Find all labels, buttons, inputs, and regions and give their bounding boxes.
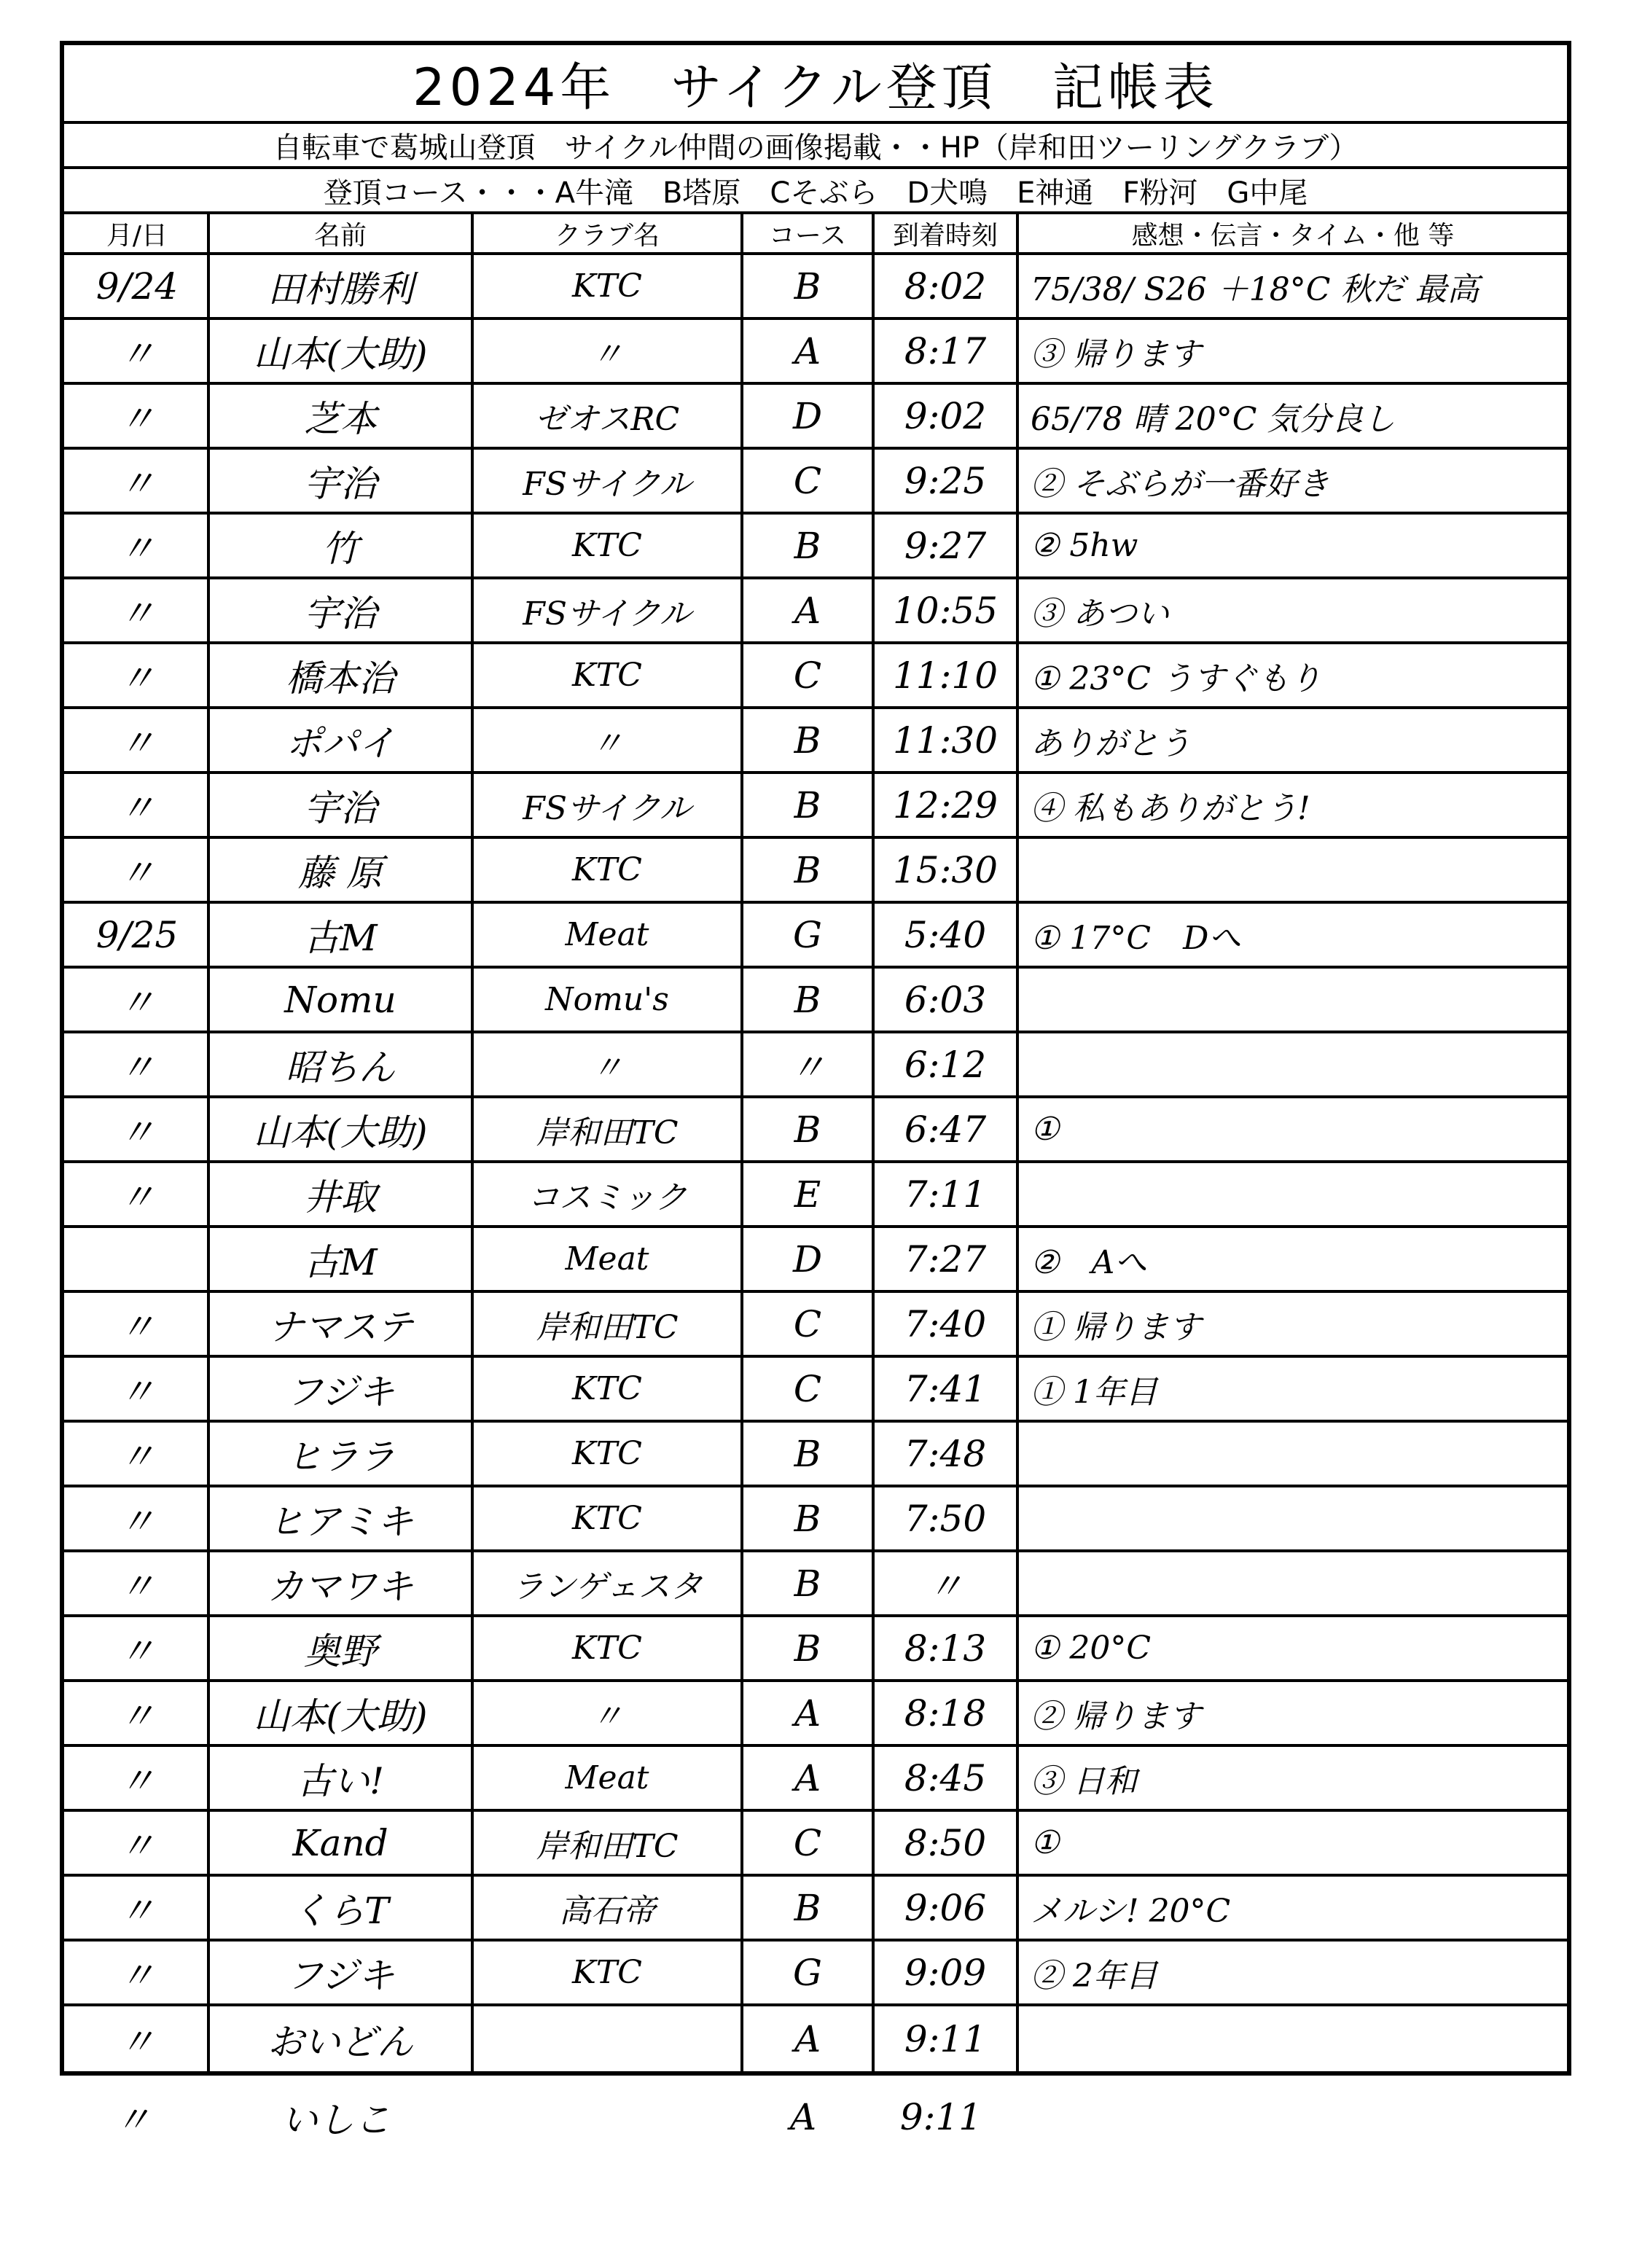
note-cell: ① 1年目 xyxy=(1031,1373,1157,1411)
name-cell: いしこ xyxy=(281,2099,391,2141)
name-cell: 山本(大助) xyxy=(253,1694,428,1737)
table-row xyxy=(64,1423,1567,1487)
date-cell: 〃 xyxy=(119,462,155,505)
note-cell: ② 5hw xyxy=(1031,527,1138,564)
name-cell: フジキ xyxy=(286,1954,394,1997)
note-cell: ③ あつい xyxy=(1031,595,1169,633)
date-cell: 〃 xyxy=(119,657,155,700)
overflow-entry-row xyxy=(60,2084,1571,2150)
date-cell: 〃 xyxy=(119,1954,155,1997)
name-cell: 古い! xyxy=(296,1759,385,1802)
column-header: 感想・伝言・タイム・他 等 xyxy=(1131,220,1455,251)
name-cell: くらT xyxy=(292,1889,389,1932)
time-cell: 9:11 xyxy=(904,2017,987,2060)
club-cell: Meat xyxy=(565,1759,649,1796)
note-cell: ① 20°C xyxy=(1031,1630,1152,1667)
table-row xyxy=(64,515,1567,579)
date-cell: 〃 xyxy=(119,1370,155,1413)
column-header: 名前 xyxy=(313,220,367,251)
name-cell: 古M xyxy=(303,916,378,959)
date-cell: 〃 xyxy=(119,397,155,440)
club-cell: 岸和田TC xyxy=(536,1827,679,1865)
course-cell: B xyxy=(794,1108,821,1151)
time-cell: 8:50 xyxy=(904,1821,987,1864)
time-cell: 6:12 xyxy=(904,1043,987,1086)
club-cell: FSサイクル xyxy=(523,789,692,827)
course-cell: C xyxy=(793,459,822,502)
time-cell: 8:13 xyxy=(904,1627,987,1670)
club-cell: Meat xyxy=(565,1240,649,1278)
time-cell: 9:02 xyxy=(904,394,987,437)
note-cell: 65/78 晴 20°C 気分良し xyxy=(1031,400,1396,438)
note-cell xyxy=(1020,1487,1566,1549)
name-cell: Kand xyxy=(292,1821,388,1864)
table-row xyxy=(64,839,1567,904)
note-cell: ありがとう xyxy=(1031,724,1191,762)
club-cell xyxy=(471,2084,735,2150)
club-cell: 〃 xyxy=(591,724,623,762)
name-cell: ポパイ xyxy=(286,722,395,765)
club-cell xyxy=(475,2006,739,2071)
note-cell: ② 帰ります xyxy=(1031,1697,1201,1735)
club-cell: KTC xyxy=(572,1370,642,1407)
table-row xyxy=(64,1293,1567,1358)
club-cell: Meat xyxy=(565,916,649,953)
name-cell: 竹 xyxy=(322,527,359,570)
course-cell: B xyxy=(794,1627,821,1670)
club-cell: 〃 xyxy=(591,335,623,373)
club-cell: 岸和田TC xyxy=(536,1308,679,1346)
date-cell: 〃 xyxy=(119,2020,155,2063)
course-cell: D xyxy=(792,1237,823,1280)
time-cell: 5:40 xyxy=(904,913,987,956)
table-row xyxy=(64,320,1567,385)
date-cell: 〃 xyxy=(114,2099,151,2141)
column-header: クラブ名 xyxy=(554,220,660,251)
course-cell: B xyxy=(794,265,821,308)
sheet-title: 2024年 サイクル登頂 記帳表 xyxy=(64,45,1567,124)
time-cell: 11:30 xyxy=(892,719,998,762)
course-legend: 登頂コース・・・A牛滝 B塔原 Cそぶら D犬鳴 E神通 F粉河 G中尾 xyxy=(64,169,1567,214)
table-row xyxy=(64,1228,1567,1293)
time-cell: 7:40 xyxy=(904,1302,987,1345)
course-cell: C xyxy=(793,1367,822,1410)
table-row xyxy=(64,255,1567,320)
date-cell: 〃 xyxy=(119,1630,155,1673)
club-cell: ゼオスRC xyxy=(534,400,680,438)
note-cell: ③ 日和 xyxy=(1031,1762,1137,1800)
table-row xyxy=(64,579,1567,644)
name-cell: 藤 原 xyxy=(298,851,383,894)
time-cell: 9:27 xyxy=(904,524,987,567)
course-cell: B xyxy=(794,848,821,891)
course-cell: C xyxy=(793,654,822,697)
note-cell: ② そぶらが一番好き xyxy=(1031,465,1329,503)
name-cell: おいどん xyxy=(267,2020,413,2063)
table-row xyxy=(64,1617,1567,1682)
table-row xyxy=(64,1877,1567,1942)
note-cell xyxy=(1020,1423,1566,1485)
course-cell: G xyxy=(793,913,822,956)
course-cell: C xyxy=(793,1821,822,1864)
note-cell xyxy=(1020,1552,1566,1614)
time-cell: 7:27 xyxy=(904,1237,987,1280)
date-cell: 〃 xyxy=(119,592,155,635)
course-cell: A xyxy=(794,589,821,632)
time-cell: 6:03 xyxy=(904,978,987,1021)
course-cell: B xyxy=(794,783,821,826)
time-cell: 8:18 xyxy=(904,1692,987,1735)
note-cell: 75/38/ S26 ＋18°C 秋だ 最高 xyxy=(1031,270,1480,308)
date-cell: 〃 xyxy=(119,1694,155,1737)
course-cell: A xyxy=(789,2096,817,2138)
course-cell: A xyxy=(794,1692,821,1735)
name-cell: フジキ xyxy=(286,1370,394,1413)
club-cell: FSサイクル xyxy=(523,595,692,633)
table-row xyxy=(64,1487,1567,1552)
name-cell: ヒアミキ xyxy=(267,1500,413,1543)
course-cell: G xyxy=(793,1951,822,1994)
club-cell: KTC xyxy=(572,657,642,694)
name-cell: 宇治 xyxy=(304,786,377,829)
time-cell: 7:48 xyxy=(904,1432,987,1475)
course-cell: D xyxy=(792,394,823,437)
table-row xyxy=(64,1682,1567,1747)
table-row xyxy=(64,385,1567,450)
time-cell: 12:29 xyxy=(892,783,998,826)
name-cell: カマワキ xyxy=(267,1565,413,1608)
table-row xyxy=(64,1552,1567,1617)
date-cell: 〃 xyxy=(119,332,155,375)
club-cell: KTC xyxy=(572,851,642,888)
name-cell: ヒララ xyxy=(286,1435,395,1478)
table-row xyxy=(64,709,1567,774)
date-cell: 〃 xyxy=(119,1500,155,1543)
course-cell: B xyxy=(794,1432,821,1475)
date-cell: 〃 xyxy=(119,1889,155,1932)
course-cell: B xyxy=(794,978,821,1021)
course-cell: B xyxy=(794,1886,821,1929)
time-cell: 7:11 xyxy=(904,1173,987,1216)
table-header-row xyxy=(64,214,1567,255)
time-cell: 7:50 xyxy=(904,1497,987,1540)
club-cell: 岸和田TC xyxy=(536,1114,679,1151)
time-cell: 〃 xyxy=(927,1565,964,1608)
note-cell: ① xyxy=(1031,1824,1060,1861)
date-cell: 〃 xyxy=(119,1305,155,1348)
table-row xyxy=(64,1098,1567,1163)
note-cell: ② 2年目 xyxy=(1031,1957,1157,1995)
name-cell: 宇治 xyxy=(304,462,377,505)
name-cell: 橋本治 xyxy=(286,657,395,700)
name-cell: 井取 xyxy=(304,1176,377,1219)
time-cell: 11:10 xyxy=(892,654,998,697)
note-cell: ① 17°C Dへ xyxy=(1031,919,1241,957)
club-cell: FSサイクル xyxy=(523,465,692,503)
note-cell: メルシ! 20°C xyxy=(1031,1892,1231,1930)
name-cell: 芝本 xyxy=(304,397,377,440)
time-cell: 10:55 xyxy=(892,589,998,632)
name-cell: 昭ちん xyxy=(286,1046,395,1089)
date-cell: 9/24 xyxy=(95,265,179,308)
time-cell: 9:06 xyxy=(904,1886,987,1929)
table-row xyxy=(64,774,1567,839)
date-cell: 〃 xyxy=(119,981,155,1024)
course-cell: A xyxy=(794,329,821,372)
column-header: 到着時刻 xyxy=(892,220,998,251)
time-cell: 8:02 xyxy=(904,265,987,308)
column-header: 月/日 xyxy=(106,220,168,251)
table-row xyxy=(64,1747,1567,1812)
note-cell xyxy=(1016,2084,1561,2150)
note-cell: ② Aへ xyxy=(1031,1243,1147,1281)
table-row xyxy=(64,2006,1567,2071)
name-cell: ナマステ xyxy=(267,1305,413,1348)
date-cell: 〃 xyxy=(119,851,155,894)
date-cell: 〃 xyxy=(119,1565,155,1608)
club-cell: Nomu's xyxy=(545,981,669,1018)
name-cell: 古M xyxy=(303,1240,378,1283)
date-cell xyxy=(69,1228,206,1290)
table-row xyxy=(64,1942,1567,2006)
date-cell: 〃 xyxy=(119,1824,155,1867)
date-cell: 〃 xyxy=(119,527,155,570)
club-cell: KTC xyxy=(572,1630,642,1667)
name-cell: Nomu xyxy=(284,978,396,1021)
date-cell: 〃 xyxy=(119,1046,155,1089)
club-cell: KTC xyxy=(572,1954,642,1991)
course-cell: B xyxy=(794,1562,821,1605)
note-cell xyxy=(1020,2006,1566,2071)
table-row xyxy=(64,1163,1567,1228)
time-cell: 9:25 xyxy=(904,459,987,502)
time-cell: 9:09 xyxy=(904,1951,987,1994)
course-cell: A xyxy=(794,1756,821,1799)
date-cell: 〃 xyxy=(119,1111,155,1154)
club-cell: ランゲェスタ xyxy=(512,1568,703,1606)
course-cell: 〃 xyxy=(789,1046,826,1089)
club-cell: 高石帝 xyxy=(559,1892,655,1930)
name-cell: 奥野 xyxy=(304,1630,377,1673)
date-cell: 〃 xyxy=(119,1759,155,1802)
club-cell: 〃 xyxy=(591,1049,623,1087)
course-cell: B xyxy=(794,1497,821,1540)
table-row xyxy=(64,1812,1567,1877)
course-cell: B xyxy=(794,524,821,567)
table-row xyxy=(64,1358,1567,1423)
note-cell xyxy=(1020,839,1566,901)
table-row xyxy=(64,644,1567,709)
course-cell: C xyxy=(793,1302,822,1345)
club-cell: KTC xyxy=(572,1435,642,1472)
name-cell: 山本(大助) xyxy=(253,332,428,375)
note-cell: ① 帰ります xyxy=(1031,1308,1201,1346)
table-row xyxy=(64,450,1567,515)
club-cell: KTC xyxy=(572,1500,642,1537)
course-cell: E xyxy=(794,1173,821,1216)
date-cell: 〃 xyxy=(119,1435,155,1478)
note-cell xyxy=(1020,969,1566,1031)
name-cell: 宇治 xyxy=(304,592,377,635)
time-cell: 8:17 xyxy=(904,329,987,372)
table-row xyxy=(64,1033,1567,1098)
course-cell: A xyxy=(794,2017,821,2060)
note-cell: ③ 帰ります xyxy=(1031,335,1201,373)
time-cell: 6:47 xyxy=(904,1108,987,1151)
course-cell: B xyxy=(794,719,821,762)
club-cell: 〃 xyxy=(591,1697,623,1735)
time-cell: 8:45 xyxy=(904,1756,987,1799)
note-cell: ① xyxy=(1031,1111,1060,1148)
date-cell: 〃 xyxy=(119,722,155,765)
record-sheet xyxy=(60,41,1571,2076)
club-cell: KTC xyxy=(572,267,642,305)
date-cell: 〃 xyxy=(119,1176,155,1219)
note-cell: ④ 私もありがとう! xyxy=(1031,789,1310,827)
time-cell: 9:11 xyxy=(899,2096,982,2138)
note-cell xyxy=(1020,1033,1566,1095)
sheet-subtitle: 自転車で葛城山登頂 サイクル仲間の画像掲載・・HP（岸和田ツーリングクラブ） xyxy=(64,124,1567,169)
club-cell: コスミック xyxy=(527,1178,687,1216)
note-cell: ① 23°C うすぐもり xyxy=(1031,660,1322,697)
table-row xyxy=(64,904,1567,969)
note-cell xyxy=(1020,1163,1566,1225)
table-row xyxy=(64,969,1567,1033)
time-cell: 7:41 xyxy=(904,1367,987,1410)
club-cell: KTC xyxy=(572,527,642,564)
name-cell: 田村勝利 xyxy=(267,267,413,310)
date-cell: 〃 xyxy=(119,786,155,829)
time-cell: 15:30 xyxy=(892,848,998,891)
date-cell: 9/25 xyxy=(95,913,179,956)
column-header: コース xyxy=(768,220,847,251)
name-cell: 山本(大助) xyxy=(253,1111,428,1154)
